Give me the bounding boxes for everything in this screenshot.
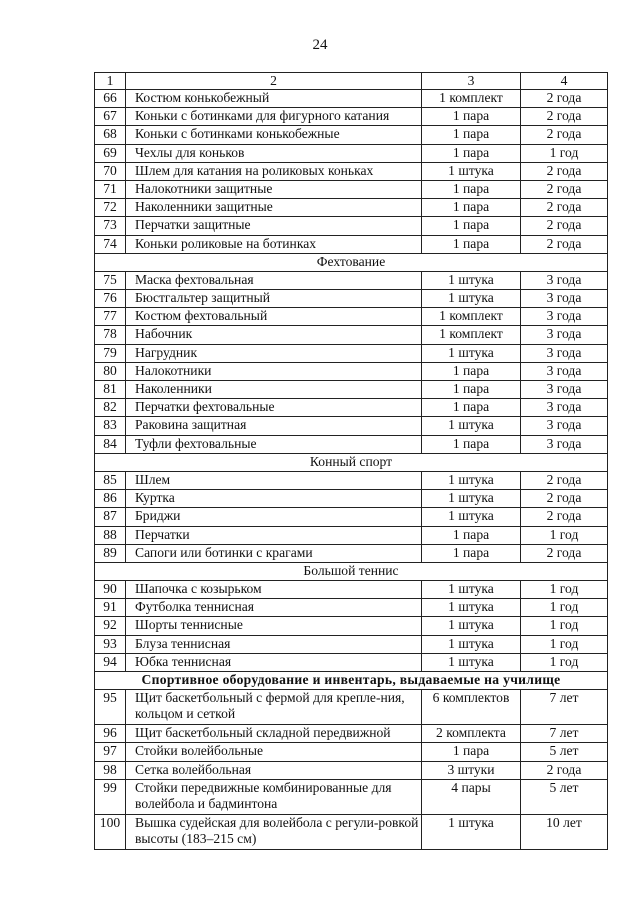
table-row [95, 90, 608, 108]
table-row [95, 435, 608, 453]
item-name: Шорты теннисные [126, 617, 422, 635]
item-quantity: 2 комплекта [422, 725, 521, 743]
row-number: 92 [95, 617, 126, 635]
row-number: 91 [95, 599, 126, 617]
row-number: 83 [95, 417, 126, 435]
row-number: 100 [95, 814, 126, 849]
table-row [95, 725, 608, 743]
row-number: 71 [95, 180, 126, 198]
row-number: 76 [95, 290, 126, 308]
item-quantity: 1 штука [422, 490, 521, 508]
table-row [95, 508, 608, 526]
item-quantity: 1 штука [422, 617, 521, 635]
table-row [95, 108, 608, 126]
item-name: Юбка теннисная [126, 653, 422, 671]
row-number: 89 [95, 544, 126, 562]
item-term: 2 года [521, 471, 608, 489]
table-row [95, 814, 608, 849]
item-name: Щит баскетбольный складной передвижной [126, 725, 422, 743]
item-term: 7 лет [521, 725, 608, 743]
table-row [95, 399, 608, 417]
item-term: 2 года [521, 235, 608, 253]
section-title: Спортивное оборудование и инвентарь, выдаваемые на училище [95, 672, 608, 690]
row-number: 97 [95, 743, 126, 761]
item-quantity: 1 штука [422, 417, 521, 435]
item-name: Перчатки защитные [126, 217, 422, 235]
item-name: Шлем [126, 471, 422, 489]
item-name: Шапочка с козырьком [126, 581, 422, 599]
item-name: Футболка теннисная [126, 599, 422, 617]
section-title: Фехтование [95, 253, 608, 271]
item-quantity: 1 штука [422, 814, 521, 849]
item-term: 3 года [521, 326, 608, 344]
row-number: 94 [95, 653, 126, 671]
table-row [95, 490, 608, 508]
table-row [95, 290, 608, 308]
row-number: 90 [95, 581, 126, 599]
section-title: Большой теннис [95, 562, 608, 580]
item-term: 3 года [521, 344, 608, 362]
table-row [95, 635, 608, 653]
item-quantity: 1 пара [422, 381, 521, 399]
item-quantity: 1 пара [422, 235, 521, 253]
row-number: 78 [95, 326, 126, 344]
row-number: 72 [95, 199, 126, 217]
table-header-row [95, 73, 608, 90]
row-number: 73 [95, 217, 126, 235]
section-row [95, 562, 608, 580]
item-term: 2 года [521, 199, 608, 217]
item-name: Коньки роликовые на ботинках [126, 235, 422, 253]
item-quantity: 6 комплектов [422, 690, 521, 725]
header-cell-3: 3 [422, 73, 521, 90]
table-row [95, 617, 608, 635]
table-row [95, 162, 608, 180]
item-quantity: 1 пара [422, 108, 521, 126]
item-term: 1 год [521, 635, 608, 653]
item-quantity: 3 штуки [422, 761, 521, 779]
item-quantity: 1 штука [422, 271, 521, 289]
row-number: 68 [95, 126, 126, 144]
item-name: Коньки с ботинками конькобежные [126, 126, 422, 144]
row-number: 93 [95, 635, 126, 653]
item-term: 2 года [521, 162, 608, 180]
item-name: Коньки с ботинками для фигурного катания [126, 108, 422, 126]
item-quantity: 1 штука [422, 344, 521, 362]
item-term: 2 года [521, 217, 608, 235]
item-name: Вышка судейская для волейбола с регули-ровкой высоты (183–215 см) [126, 814, 422, 849]
item-term: 3 года [521, 435, 608, 453]
row-number: 99 [95, 779, 126, 814]
table-row [95, 308, 608, 326]
item-name: Нагрудник [126, 344, 422, 362]
item-quantity: 1 пара [422, 217, 521, 235]
item-name: Куртка [126, 490, 422, 508]
item-quantity: 1 пара [422, 144, 521, 162]
item-term: 2 года [521, 544, 608, 562]
row-number: 69 [95, 144, 126, 162]
section-row [95, 672, 608, 690]
row-number: 87 [95, 508, 126, 526]
item-term: 2 года [521, 761, 608, 779]
page-number: 24 [312, 37, 328, 53]
item-name: Бриджи [126, 508, 422, 526]
item-term: 3 года [521, 362, 608, 380]
item-term: 3 года [521, 308, 608, 326]
header-cell-1: 1 [95, 73, 126, 90]
item-quantity: 1 комплект [422, 308, 521, 326]
item-term: 10 лет [521, 814, 608, 849]
item-quantity: 1 штука [422, 290, 521, 308]
item-term: 1 год [521, 581, 608, 599]
table-row [95, 326, 608, 344]
item-name: Сапоги или ботинки с крагами [126, 544, 422, 562]
table-row [95, 690, 608, 725]
item-term: 1 год [521, 599, 608, 617]
item-term: 2 года [521, 490, 608, 508]
item-name: Бюстгальтер защитный [126, 290, 422, 308]
item-name: Набочник [126, 326, 422, 344]
table-row [95, 599, 608, 617]
row-number: 80 [95, 362, 126, 380]
item-quantity: 1 штука [422, 635, 521, 653]
item-term: 5 лет [521, 743, 608, 761]
row-number: 79 [95, 344, 126, 362]
item-term: 2 года [521, 108, 608, 126]
row-number: 84 [95, 435, 126, 453]
item-quantity: 1 пара [422, 180, 521, 198]
item-name: Костюм конькобежный [126, 90, 422, 108]
item-term: 1 год [521, 653, 608, 671]
item-name: Стойки передвижные комбинированные для волейбола и бадминтона [126, 779, 422, 814]
item-term: 3 года [521, 399, 608, 417]
header-cell-2: 2 [126, 73, 422, 90]
item-term: 3 года [521, 290, 608, 308]
table-row [95, 743, 608, 761]
row-number: 98 [95, 761, 126, 779]
table-row [95, 779, 608, 814]
item-name: Стойки волейбольные [126, 743, 422, 761]
table-row [95, 126, 608, 144]
item-quantity: 1 пара [422, 435, 521, 453]
item-name: Наколенники [126, 381, 422, 399]
row-number: 67 [95, 108, 126, 126]
item-name: Наколенники защитные [126, 199, 422, 217]
table-row [95, 144, 608, 162]
header-cell-4: 4 [521, 73, 608, 90]
item-quantity: 1 пара [422, 544, 521, 562]
item-term: 2 года [521, 180, 608, 198]
item-term: 1 год [521, 144, 608, 162]
item-term: 1 год [521, 617, 608, 635]
table-row [95, 271, 608, 289]
item-term: 3 года [521, 271, 608, 289]
item-quantity: 1 пара [422, 199, 521, 217]
item-name: Сетка волейбольная [126, 761, 422, 779]
item-quantity: 1 штука [422, 653, 521, 671]
item-term: 5 лет [521, 779, 608, 814]
table-row [95, 526, 608, 544]
item-quantity: 1 штука [422, 471, 521, 489]
item-name: Перчатки [126, 526, 422, 544]
item-name: Чехлы для коньков [126, 144, 422, 162]
item-name: Туфли фехтовальные [126, 435, 422, 453]
table-row [95, 235, 608, 253]
item-term: 1 год [521, 526, 608, 544]
row-number: 88 [95, 526, 126, 544]
item-name: Налокотники защитные [126, 180, 422, 198]
item-term: 3 года [521, 381, 608, 399]
table-row [95, 417, 608, 435]
item-quantity: 1 комплект [422, 326, 521, 344]
item-name: Раковина защитная [126, 417, 422, 435]
item-quantity: 1 комплект [422, 90, 521, 108]
item-name: Блуза теннисная [126, 635, 422, 653]
item-quantity: 1 пара [422, 126, 521, 144]
row-number: 82 [95, 399, 126, 417]
row-number: 70 [95, 162, 126, 180]
item-name: Перчатки фехтовальные [126, 399, 422, 417]
item-name: Маска фехтовальная [126, 271, 422, 289]
table-row [95, 344, 608, 362]
table-row [95, 761, 608, 779]
item-quantity: 1 штука [422, 581, 521, 599]
item-quantity: 1 пара [422, 362, 521, 380]
row-number: 96 [95, 725, 126, 743]
table-row [95, 180, 608, 198]
item-term: 7 лет [521, 690, 608, 725]
item-name: Налокотники [126, 362, 422, 380]
row-number: 81 [95, 381, 126, 399]
item-name: Шлем для катания на роликовых коньках [126, 162, 422, 180]
row-number: 66 [95, 90, 126, 108]
item-term: 2 года [521, 508, 608, 526]
section-title: Конный спорт [95, 453, 608, 471]
table-row [95, 199, 608, 217]
table-row [95, 471, 608, 489]
section-row [95, 253, 608, 271]
item-name: Костюм фехтовальный [126, 308, 422, 326]
table-row [95, 581, 608, 599]
row-number: 74 [95, 235, 126, 253]
item-quantity: 1 штука [422, 162, 521, 180]
row-number: 75 [95, 271, 126, 289]
table-row [95, 362, 608, 380]
table-row [95, 381, 608, 399]
item-term: 2 года [521, 90, 608, 108]
row-number: 85 [95, 471, 126, 489]
item-quantity: 4 пары [422, 779, 521, 814]
item-name: Щит баскетбольный с фермой для крепле-ния, кольцом и сеткой [126, 690, 422, 725]
row-number: 77 [95, 308, 126, 326]
item-quantity: 1 пара [422, 399, 521, 417]
item-term: 3 года [521, 417, 608, 435]
section-row [95, 453, 608, 471]
table-row [95, 653, 608, 671]
table-row [95, 544, 608, 562]
item-quantity: 1 штука [422, 599, 521, 617]
table-row [95, 217, 608, 235]
item-term: 2 года [521, 126, 608, 144]
row-number: 86 [95, 490, 126, 508]
item-quantity: 1 пара [422, 526, 521, 544]
item-quantity: 1 пара [422, 743, 521, 761]
item-quantity: 1 штука [422, 508, 521, 526]
equipment-table [94, 72, 608, 850]
row-number: 95 [95, 690, 126, 725]
